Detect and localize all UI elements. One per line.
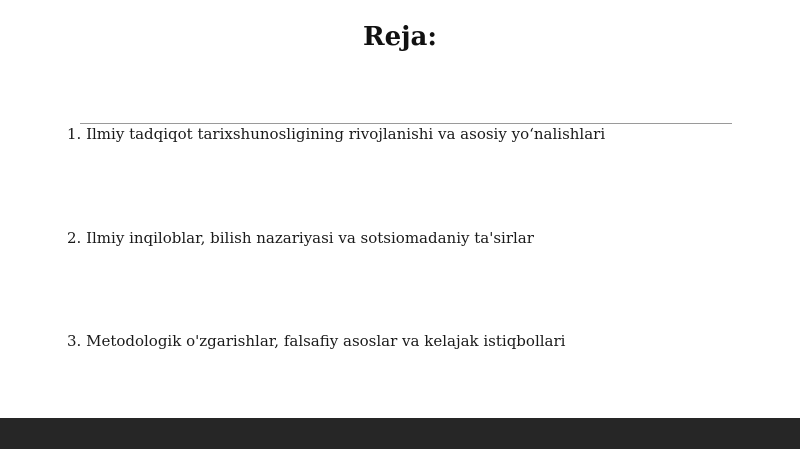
plan-item-3: 3. Metodologik o'zgarishlar, falsafiy asoslar va kelajak istiqbollari: [67, 332, 566, 350]
slide-title: Reja:: [362, 22, 437, 52]
plan-item-1: 1. Ilmiy tadqiqot tarixshunosligining rivojlanishi va asosiy yo‘nalishlari: [67, 125, 606, 143]
plan-item-2: 2. Ilmiy inqiloblar, bilish nazariyasi va sotsiomadaniy ta'sirlar: [67, 229, 534, 247]
bottom-bar: [0, 418, 800, 449]
